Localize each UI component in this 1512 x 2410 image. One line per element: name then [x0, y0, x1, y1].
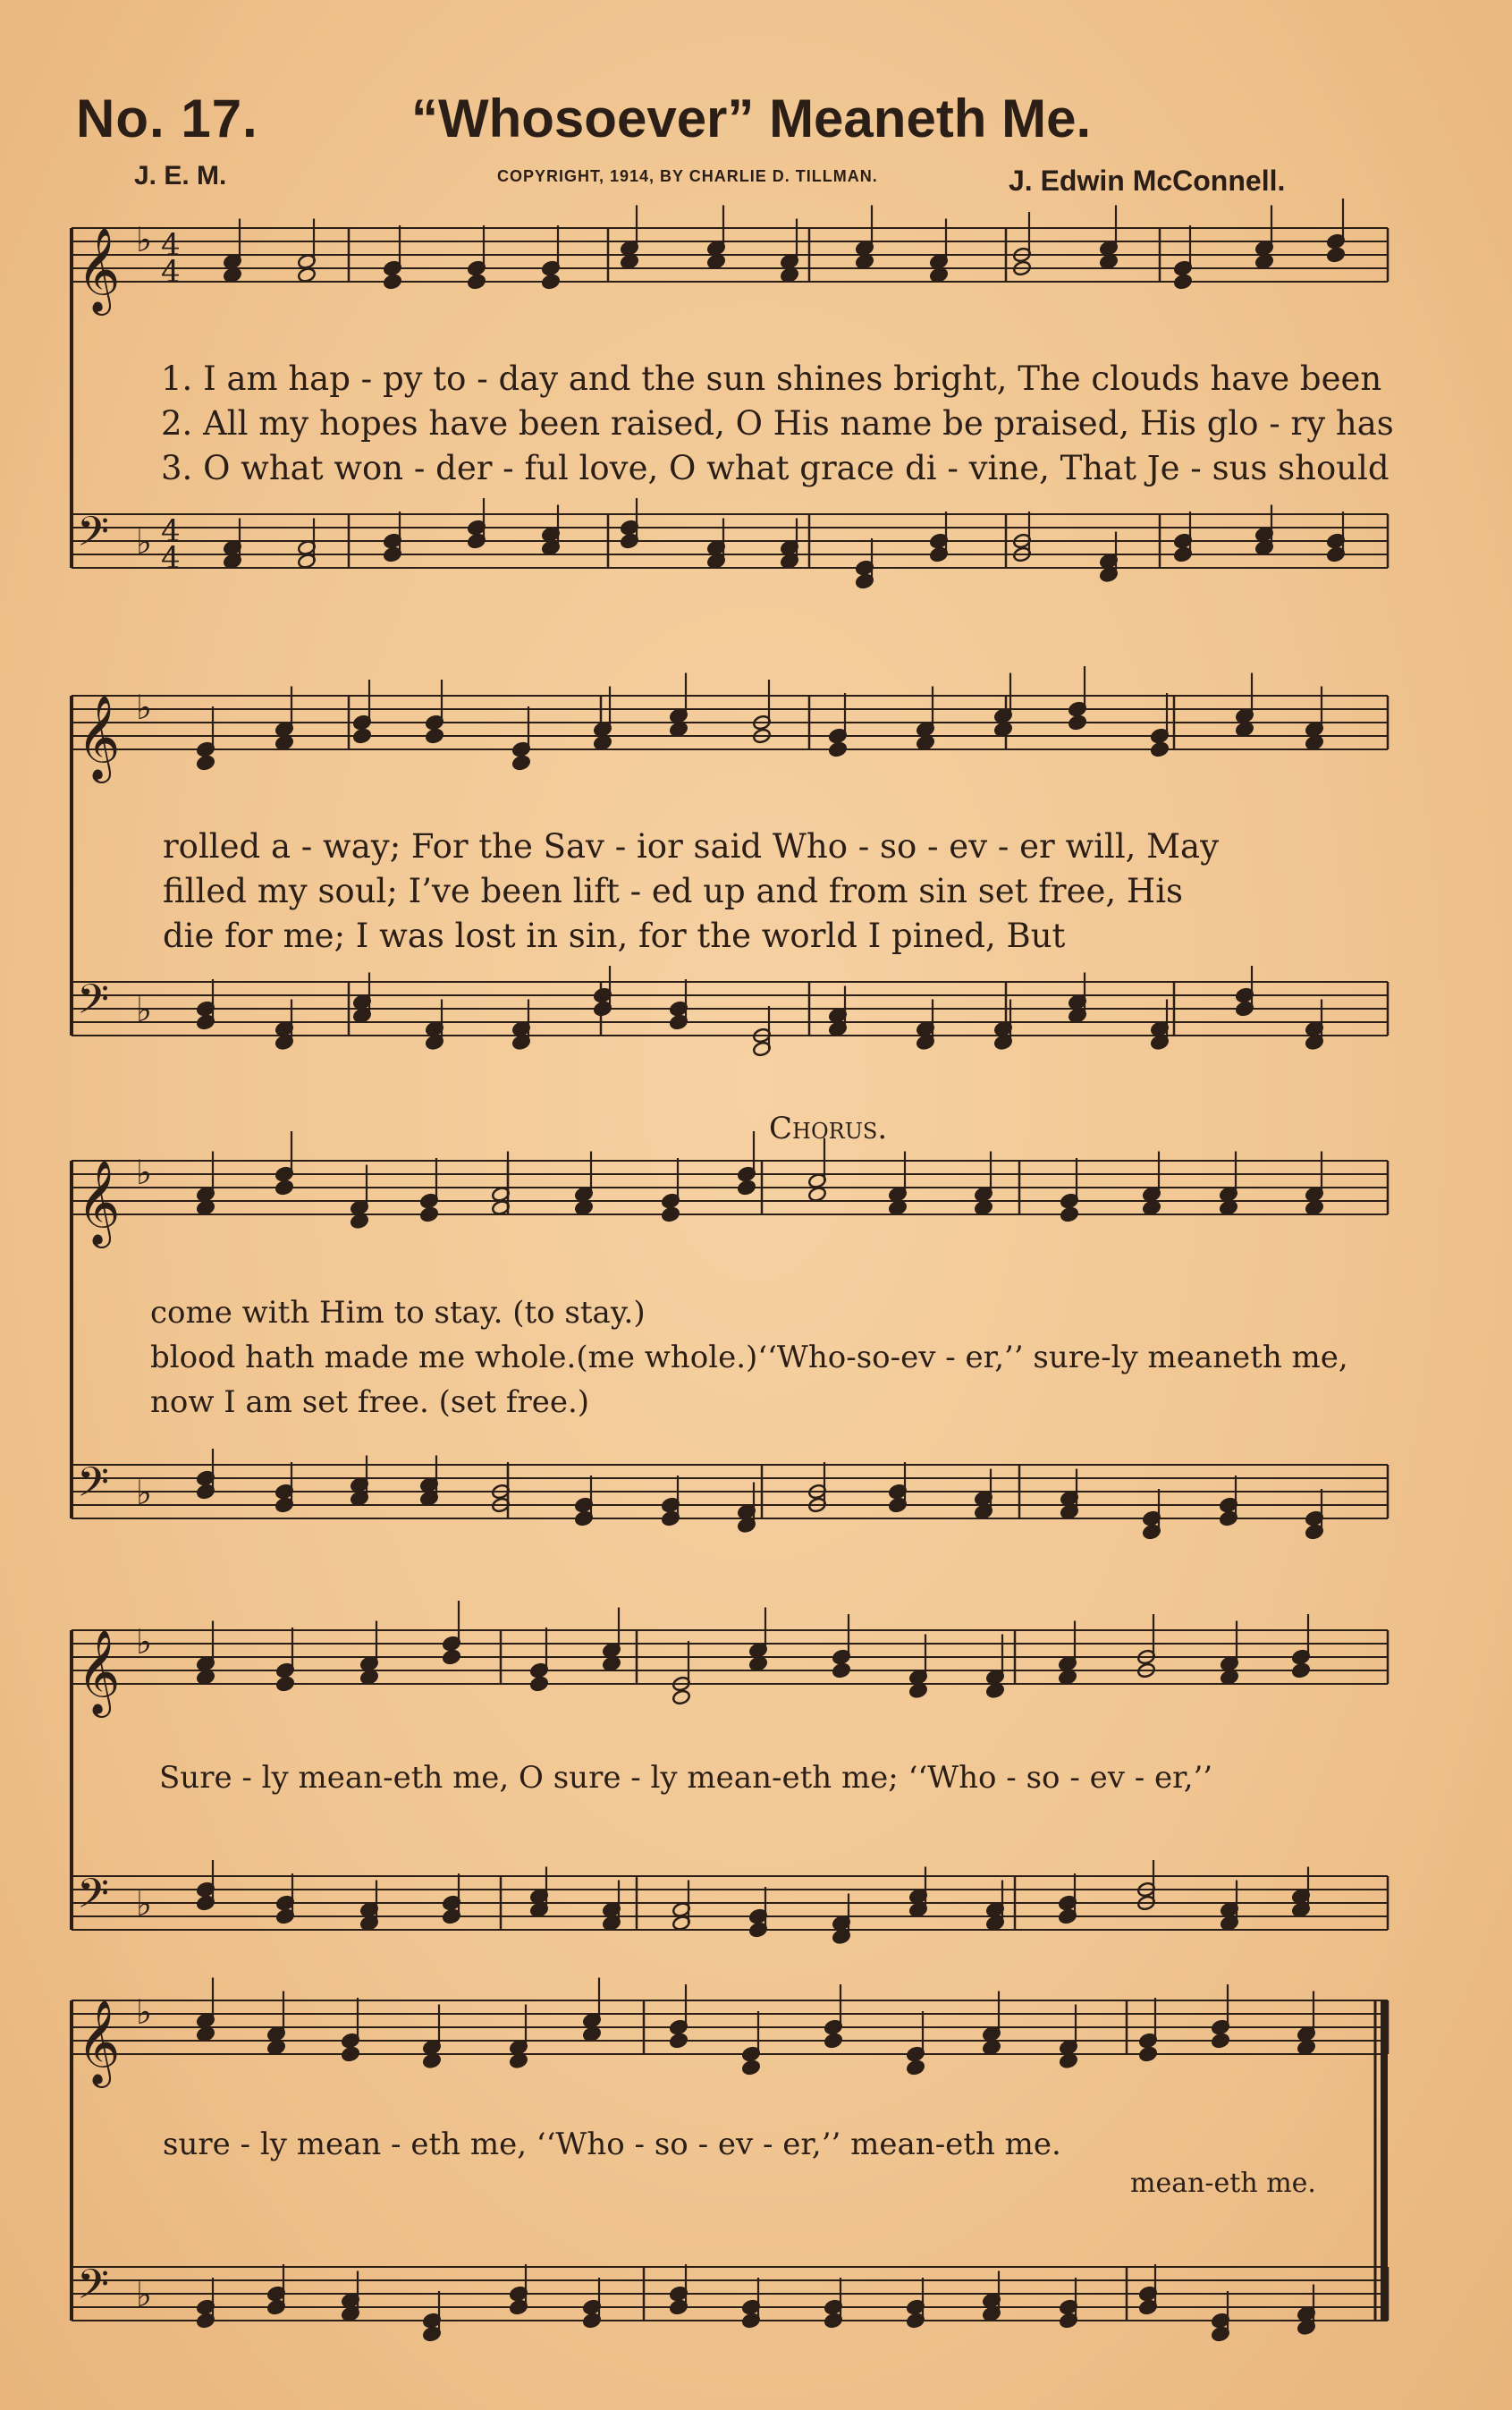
system3-treble-note — [1219, 1199, 1237, 1215]
system1-verse3: 3. O what won - der - ful love, O what grace di - vine, That Je - sus should — [161, 449, 1390, 487]
system2-treble-note — [352, 728, 371, 744]
system3-treble-note — [275, 1180, 293, 1196]
system3-treble-clef: 𝄞 — [77, 1160, 121, 1245]
system4-key-flat: ♭ — [136, 1622, 152, 1662]
system5-treble-note — [824, 2033, 842, 2049]
system1-verse2: 2. All my hopes have been raised, O His name be praised, His glo - ry has — [161, 404, 1394, 443]
system3-treble-note — [1060, 1206, 1078, 1222]
system1-treble-note — [1099, 253, 1118, 269]
system4-treble-note — [985, 1682, 1004, 1698]
system1-treble-note — [620, 253, 638, 269]
system1-treble-note — [929, 266, 948, 283]
chorus-label: Chorus. — [769, 1111, 888, 1146]
system2-bass-clef: 𝄢 — [77, 976, 110, 1034]
time-signature-top-bass: 4 — [161, 513, 181, 549]
system1-treble-note — [1173, 274, 1192, 290]
lyricist-credit: J. E. M. — [134, 161, 227, 190]
system4-treble-clef: 𝄞 — [77, 1629, 121, 1714]
system1-bass-clef: 𝄢 — [77, 508, 110, 566]
time-signature-bottom-bass: 4 — [161, 540, 181, 576]
system2-treble-note — [669, 721, 688, 737]
system4-lyric: Sure - ly mean-eth me, O sure - ly mean-eth me; ‘‘Who - so - ev - er,’’ — [159, 1760, 1213, 1796]
system4-treble-note — [275, 1676, 294, 1692]
hymn-number: No. 17. — [76, 89, 258, 148]
system5-treble-note — [266, 2039, 285, 2055]
system5-treble-note — [1297, 2039, 1315, 2055]
system3-treble-note — [350, 1213, 368, 1229]
system5-treble-note — [1059, 2052, 1077, 2068]
system4-treble-note — [748, 1655, 767, 1671]
system2-treble-note — [511, 755, 530, 771]
system4-treble-note — [359, 1669, 378, 1685]
system5-treble-note — [982, 2039, 1001, 2055]
system2-treble-note — [1305, 734, 1323, 750]
system2-treble-note — [196, 755, 215, 771]
system3-treble-note — [888, 1199, 907, 1215]
system4-treble-note — [529, 1676, 548, 1692]
system3-treble-note — [807, 1186, 826, 1202]
system5-bass-lyric: mean-eth me. — [1130, 2168, 1316, 2199]
system5-treble-note — [509, 2052, 528, 2068]
system5-bass-clef: 𝄢 — [77, 2261, 110, 2319]
system2-key-flat-bass: ♭ — [136, 990, 152, 1029]
system3-treble-note — [1142, 1199, 1161, 1215]
system1-treble-note — [223, 266, 241, 283]
composer-credit: J. Edwin McConnell. — [1009, 165, 1286, 197]
system3-treble-note — [661, 1206, 680, 1222]
system5-treble-note — [341, 2046, 359, 2062]
system2-treble-note — [1150, 741, 1169, 757]
system1-treble-note — [1326, 247, 1345, 263]
system1-treble-note — [541, 274, 560, 290]
system1-treble-note — [297, 266, 316, 283]
system1-treble-note — [706, 253, 725, 269]
system4-key-flat-bass: ♭ — [136, 1884, 152, 1924]
system5-treble-note — [741, 2059, 760, 2076]
system4-treble-note — [1058, 1669, 1077, 1685]
system3-treble-note — [974, 1199, 993, 1215]
system3-verse1: come with Him to stay. (to stay.) — [150, 1295, 646, 1331]
system1-verse1: 1. I am hap - py to - day and the sun shines bright, The clouds have been — [161, 359, 1382, 398]
system5-treble-note — [422, 2052, 441, 2068]
system5-key-flat-bass: ♭ — [136, 2275, 152, 2314]
system1-treble-note — [467, 274, 486, 290]
system4-treble-note — [1291, 1662, 1310, 1679]
system1-treble-note — [1254, 253, 1273, 269]
system2-key-flat: ♭ — [136, 688, 152, 727]
system5-treble-note — [669, 2033, 688, 2049]
system5-treble-note — [906, 2059, 925, 2076]
system3-treble-note — [574, 1199, 593, 1215]
system2-verse1: rolled a - way; For the Sav - ior said Who - so - ev - er will, May — [163, 827, 1220, 866]
system2-treble-note — [593, 734, 612, 750]
time-signature-bottom: 4 — [161, 254, 181, 290]
system2-treble-note — [916, 734, 934, 750]
system3-verse2: blood hath made me whole.(me whole.)‘‘Who-so-ev - er,’’ sure-ly meaneth me, — [150, 1340, 1348, 1375]
system5-treble-note — [1211, 2033, 1229, 2049]
system4-treble-note — [908, 1682, 927, 1698]
system4-treble-note — [1220, 1669, 1238, 1685]
system1-treble-note — [780, 266, 798, 283]
system2-verse2: filled my soul; I’ve been lift - ed up and from sin set free, His — [163, 872, 1184, 910]
system4-treble-note — [196, 1669, 215, 1685]
system2-treble-note — [828, 741, 847, 757]
system5-treble-note — [582, 2025, 601, 2042]
hymn-title: “Whosoever” Meaneth Me. — [411, 89, 1092, 148]
system3-treble-note — [196, 1199, 215, 1215]
system3-bass-clef: 𝄢 — [77, 1459, 110, 1517]
system5-lyric: sure - ly mean - eth me, ‘‘Who - so - ev - er,’’ mean-eth me. — [163, 2127, 1061, 2162]
system1-key-flat-bass: ♭ — [136, 522, 152, 562]
system2-treble-note — [425, 728, 443, 744]
system3-treble-note — [419, 1206, 438, 1222]
system5-treble-note — [1138, 2046, 1157, 2062]
system4-treble-note — [602, 1655, 621, 1671]
system3-key-flat-bass: ♭ — [136, 1473, 152, 1512]
system5-treble-clef: 𝄞 — [77, 2000, 121, 2084]
system3-verse3: now I am set free. (set free.) — [150, 1384, 590, 1420]
system2-treble-note — [1235, 721, 1254, 737]
system1-treble-clef: 𝄞 — [77, 227, 121, 312]
copyright-notice: COPYRIGHT, 1914, BY CHARLIE D. TILLMAN. — [497, 167, 878, 185]
system4-treble-note — [832, 1662, 850, 1679]
system2-treble-note — [1068, 715, 1086, 731]
system3-key-flat: ♭ — [136, 1153, 152, 1192]
system5-treble-note — [196, 2025, 215, 2042]
system4-treble-note — [442, 1649, 460, 1665]
system5-key-flat: ♭ — [136, 1992, 152, 2032]
system2-treble-clef: 𝄞 — [77, 695, 121, 780]
system1-treble-note — [855, 253, 874, 269]
system1-treble-note — [383, 274, 401, 290]
system1-key-flat: ♭ — [136, 220, 152, 259]
time-signature-top: 4 — [161, 227, 181, 263]
system3-treble-note — [1305, 1199, 1323, 1215]
system2-treble-note — [993, 721, 1012, 737]
system2-verse3: die for me; I was lost in sin, for the world I pined, But — [163, 917, 1066, 955]
system3-treble-note — [737, 1180, 756, 1196]
system4-treble-note — [672, 1689, 690, 1705]
system2-treble-note — [275, 734, 293, 750]
system4-bass-clef: 𝄢 — [77, 1870, 110, 1928]
